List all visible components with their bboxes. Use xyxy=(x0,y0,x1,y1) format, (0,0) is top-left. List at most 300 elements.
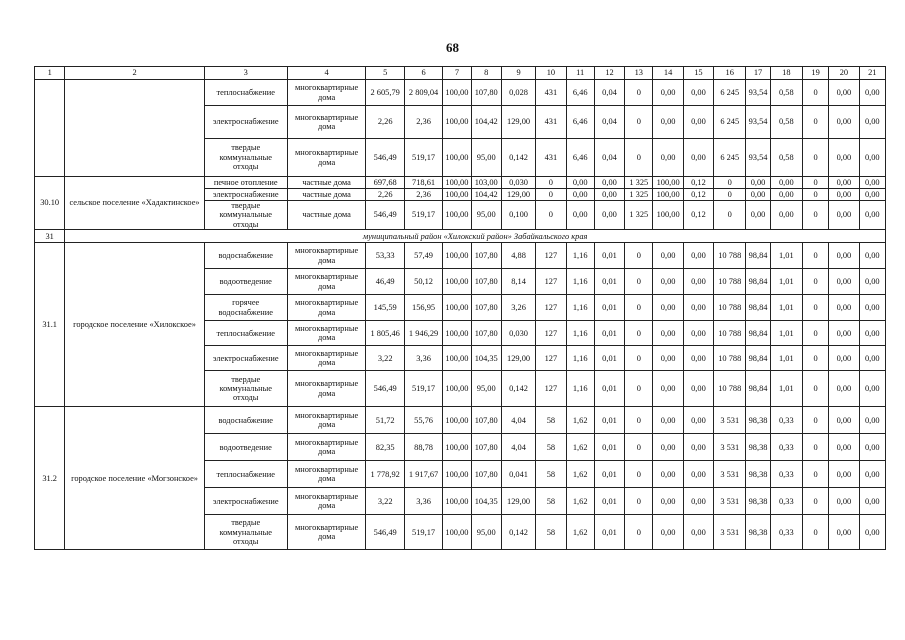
value-cell: 0,028 xyxy=(501,80,535,106)
column-header: 18 xyxy=(770,67,802,80)
settlement-name: сельское поселение «Хадактинское» xyxy=(65,177,204,230)
value-cell: 129,00 xyxy=(501,346,535,371)
value-cell: 0,00 xyxy=(683,515,713,550)
value-cell: 95,00 xyxy=(471,515,501,550)
value-cell: 0,00 xyxy=(653,139,683,177)
value-cell: 0,00 xyxy=(859,189,885,201)
value-cell: 2,26 xyxy=(366,189,404,201)
table-row xyxy=(35,80,886,106)
value-cell: 4,88 xyxy=(501,243,535,269)
value-cell: 107,80 xyxy=(471,407,501,434)
column-header: 10 xyxy=(536,67,566,80)
value-cell: 0,00 xyxy=(859,461,885,488)
column-header: 13 xyxy=(625,67,653,80)
value-cell: 98,84 xyxy=(746,321,770,346)
service-type: твердые коммунальные отходы xyxy=(204,201,287,230)
value-cell: 0,00 xyxy=(566,177,594,189)
value-cell: 0,00 xyxy=(653,461,683,488)
table-row xyxy=(35,177,886,189)
value-cell: 0 xyxy=(625,515,653,550)
value-cell: 82,35 xyxy=(366,434,404,461)
value-cell: 0,00 xyxy=(683,434,713,461)
value-cell: 0 xyxy=(536,177,566,189)
value-cell: 0,00 xyxy=(829,321,859,346)
service-type: электроснабжение xyxy=(204,488,287,515)
value-cell: 100,00 xyxy=(653,177,683,189)
municipality-title: муниципальный район «Хилокский район» Забайкальского края xyxy=(65,230,886,243)
value-cell: 0,00 xyxy=(653,295,683,321)
value-cell: 107,80 xyxy=(471,461,501,488)
value-cell: 546,49 xyxy=(366,371,404,407)
value-cell: 0,01 xyxy=(594,371,624,407)
value-cell: 2,36 xyxy=(404,106,442,139)
value-cell: 0,00 xyxy=(653,407,683,434)
row-id: 30.10 xyxy=(35,177,65,230)
value-cell: 1 778,92 xyxy=(366,461,404,488)
value-cell: 0,00 xyxy=(653,371,683,407)
service-type: электроснабжение xyxy=(204,346,287,371)
column-header: 4 xyxy=(287,67,366,80)
value-cell: 0 xyxy=(625,295,653,321)
value-cell: 0 xyxy=(802,321,828,346)
value-cell: 0,01 xyxy=(594,269,624,295)
value-cell: 0 xyxy=(625,434,653,461)
value-cell: 100,00 xyxy=(443,106,471,139)
municipality-row xyxy=(35,230,886,243)
column-header: 3 xyxy=(204,67,287,80)
value-cell: 0,00 xyxy=(683,321,713,346)
row-id: 31.1 xyxy=(35,243,65,407)
housing-type: многоквартирные дома xyxy=(287,407,366,434)
value-cell: 0 xyxy=(714,201,746,230)
value-cell: 129,00 xyxy=(501,488,535,515)
value-cell: 100,00 xyxy=(443,515,471,550)
value-cell: 4,04 xyxy=(501,407,535,434)
value-cell: 98,84 xyxy=(746,243,770,269)
value-cell: 0,01 xyxy=(594,488,624,515)
value-cell: 50,12 xyxy=(404,269,442,295)
value-cell: 1 325 xyxy=(625,201,653,230)
value-cell: 0,33 xyxy=(770,461,802,488)
value-cell: 100,00 xyxy=(443,461,471,488)
value-cell: 546,49 xyxy=(366,139,404,177)
value-cell: 0,00 xyxy=(683,346,713,371)
value-cell: 0,041 xyxy=(501,461,535,488)
value-cell: 0,12 xyxy=(683,177,713,189)
value-cell: 0 xyxy=(802,461,828,488)
housing-type: многоквартирные дома xyxy=(287,371,366,407)
value-cell: 0 xyxy=(802,295,828,321)
settlement-name: городское поселение «Хилокское» xyxy=(65,243,204,407)
service-type: водоотведение xyxy=(204,434,287,461)
value-cell: 1 325 xyxy=(625,189,653,201)
value-cell: 0 xyxy=(802,371,828,407)
value-cell: 519,17 xyxy=(404,371,442,407)
housing-type: многоквартирные дома xyxy=(287,80,366,106)
value-cell: 0,00 xyxy=(859,346,885,371)
value-cell: 100,00 xyxy=(443,243,471,269)
value-cell: 100,00 xyxy=(443,488,471,515)
value-cell: 0,00 xyxy=(653,106,683,139)
value-cell: 0,00 xyxy=(829,177,859,189)
value-cell: 10 788 xyxy=(714,346,746,371)
value-cell: 0 xyxy=(802,189,828,201)
housing-type: многоквартирные дома xyxy=(287,346,366,371)
value-cell: 0 xyxy=(802,269,828,295)
housing-type: частные дома xyxy=(287,189,366,201)
municipality-id: 31 xyxy=(35,230,65,243)
value-cell: 0,00 xyxy=(653,269,683,295)
value-cell: 0,142 xyxy=(501,139,535,177)
value-cell: 431 xyxy=(536,106,566,139)
value-cell: 0,00 xyxy=(829,371,859,407)
value-cell: 0,00 xyxy=(566,189,594,201)
housing-type: многоквартирные дома xyxy=(287,269,366,295)
value-cell: 3,36 xyxy=(404,488,442,515)
value-cell: 1,16 xyxy=(566,269,594,295)
service-type: теплоснабжение xyxy=(204,80,287,106)
value-cell: 100,00 xyxy=(443,201,471,230)
value-cell: 0,00 xyxy=(829,434,859,461)
value-cell: 0,33 xyxy=(770,515,802,550)
value-cell: 0,00 xyxy=(683,243,713,269)
value-cell: 0 xyxy=(625,269,653,295)
value-cell: 0,12 xyxy=(683,201,713,230)
value-cell: 0,04 xyxy=(594,106,624,139)
value-cell: 2 809,04 xyxy=(404,80,442,106)
value-cell: 0,00 xyxy=(770,177,802,189)
value-cell: 0,00 xyxy=(683,139,713,177)
column-header: 8 xyxy=(471,67,501,80)
value-cell: 0,00 xyxy=(683,371,713,407)
housing-type: частные дома xyxy=(287,177,366,189)
value-cell: 1,62 xyxy=(566,488,594,515)
housing-type: многоквартирные дома xyxy=(287,434,366,461)
value-cell: 0,01 xyxy=(594,321,624,346)
value-cell: 0,100 xyxy=(501,201,535,230)
value-cell: 0,00 xyxy=(829,461,859,488)
column-header: 5 xyxy=(366,67,404,80)
value-cell: 1 917,67 xyxy=(404,461,442,488)
value-cell: 2,36 xyxy=(404,189,442,201)
value-cell: 0 xyxy=(802,515,828,550)
value-cell: 1,16 xyxy=(566,371,594,407)
value-cell: 127 xyxy=(536,321,566,346)
value-cell: 0 xyxy=(625,488,653,515)
value-cell: 104,42 xyxy=(471,189,501,201)
value-cell: 0 xyxy=(802,80,828,106)
value-cell: 98,38 xyxy=(746,461,770,488)
value-cell: 0,00 xyxy=(859,321,885,346)
housing-type: многоквартирные дома xyxy=(287,488,366,515)
value-cell: 4,04 xyxy=(501,434,535,461)
column-header: 9 xyxy=(501,67,535,80)
value-cell: 0 xyxy=(802,434,828,461)
value-cell: 0,030 xyxy=(501,321,535,346)
table-row xyxy=(35,407,886,434)
value-cell: 100,00 xyxy=(443,371,471,407)
value-cell: 0,00 xyxy=(683,80,713,106)
value-cell: 98,84 xyxy=(746,269,770,295)
value-cell: 431 xyxy=(536,139,566,177)
value-cell: 0,00 xyxy=(770,189,802,201)
value-cell: 3 531 xyxy=(714,407,746,434)
value-cell: 93,54 xyxy=(746,106,770,139)
service-type: водоснабжение xyxy=(204,243,287,269)
value-cell: 127 xyxy=(536,243,566,269)
value-cell: 129,00 xyxy=(501,189,535,201)
value-cell: 1,16 xyxy=(566,295,594,321)
value-cell: 98,84 xyxy=(746,346,770,371)
value-cell: 0,00 xyxy=(683,407,713,434)
value-cell: 0 xyxy=(625,371,653,407)
value-cell: 0,00 xyxy=(683,106,713,139)
row-id: 31.2 xyxy=(35,407,65,550)
settlement-name xyxy=(65,80,204,177)
value-cell: 546,49 xyxy=(366,201,404,230)
value-cell: 0,00 xyxy=(594,201,624,230)
value-cell: 98,84 xyxy=(746,295,770,321)
value-cell: 104,35 xyxy=(471,488,501,515)
value-cell: 3,36 xyxy=(404,346,442,371)
value-cell: 3,22 xyxy=(366,346,404,371)
value-cell: 100,00 xyxy=(443,177,471,189)
value-cell: 107,80 xyxy=(471,321,501,346)
value-cell: 107,80 xyxy=(471,243,501,269)
column-header: 11 xyxy=(566,67,594,80)
value-cell: 0 xyxy=(625,106,653,139)
value-cell: 0,00 xyxy=(653,488,683,515)
value-cell: 3 531 xyxy=(714,515,746,550)
value-cell: 129,00 xyxy=(501,106,535,139)
value-cell: 0,00 xyxy=(829,201,859,230)
value-cell: 100,00 xyxy=(443,269,471,295)
value-cell: 10 788 xyxy=(714,295,746,321)
value-cell: 100,00 xyxy=(653,201,683,230)
value-cell: 0,00 xyxy=(653,434,683,461)
value-cell: 6,46 xyxy=(566,106,594,139)
column-header: 17 xyxy=(746,67,770,80)
value-cell: 0,00 xyxy=(859,515,885,550)
column-header: 21 xyxy=(859,67,885,80)
value-cell: 58 xyxy=(536,488,566,515)
table-row xyxy=(35,243,886,269)
value-cell: 0,12 xyxy=(683,189,713,201)
value-cell: 10 788 xyxy=(714,321,746,346)
value-cell: 519,17 xyxy=(404,139,442,177)
value-cell: 3 531 xyxy=(714,434,746,461)
housing-type: частные дома xyxy=(287,201,366,230)
housing-type: многоквартирные дома xyxy=(287,461,366,488)
value-cell: 0 xyxy=(802,177,828,189)
value-cell: 0,04 xyxy=(594,80,624,106)
value-cell: 100,00 xyxy=(443,434,471,461)
value-cell: 98,38 xyxy=(746,407,770,434)
column-header: 16 xyxy=(714,67,746,80)
value-cell: 519,17 xyxy=(404,515,442,550)
value-cell: 0,00 xyxy=(859,139,885,177)
value-cell: 3,26 xyxy=(501,295,535,321)
value-cell: 0,00 xyxy=(683,488,713,515)
column-header: 15 xyxy=(683,67,713,80)
value-cell: 0 xyxy=(536,189,566,201)
tariff-table xyxy=(34,66,886,550)
value-cell: 95,00 xyxy=(471,201,501,230)
service-type: электроснабжение xyxy=(204,189,287,201)
value-cell: 1,62 xyxy=(566,461,594,488)
value-cell: 0,00 xyxy=(653,346,683,371)
value-cell: 0,00 xyxy=(829,515,859,550)
value-cell: 2 605,79 xyxy=(366,80,404,106)
value-cell: 6,46 xyxy=(566,80,594,106)
value-cell: 1 325 xyxy=(625,177,653,189)
housing-type: многоквартирные дома xyxy=(287,106,366,139)
service-type: водоснабжение xyxy=(204,407,287,434)
value-cell: 0,00 xyxy=(653,243,683,269)
column-header: 12 xyxy=(594,67,624,80)
value-cell: 0,01 xyxy=(594,243,624,269)
value-cell: 0,00 xyxy=(859,488,885,515)
value-cell: 10 788 xyxy=(714,243,746,269)
value-cell: 0,58 xyxy=(770,80,802,106)
value-cell: 100,00 xyxy=(443,189,471,201)
value-cell: 3 531 xyxy=(714,488,746,515)
service-type: теплоснабжение xyxy=(204,321,287,346)
value-cell: 98,38 xyxy=(746,515,770,550)
value-cell: 93,54 xyxy=(746,80,770,106)
service-type: твердые коммунальные отходы xyxy=(204,139,287,177)
value-cell: 107,80 xyxy=(471,295,501,321)
value-cell: 100,00 xyxy=(443,139,471,177)
service-type: теплоснабжение xyxy=(204,461,287,488)
value-cell: 0,00 xyxy=(683,295,713,321)
column-header: 14 xyxy=(653,67,683,80)
value-cell: 0,00 xyxy=(859,106,885,139)
value-cell: 546,49 xyxy=(366,515,404,550)
value-cell: 100,00 xyxy=(443,80,471,106)
value-cell: 127 xyxy=(536,346,566,371)
value-cell: 104,42 xyxy=(471,106,501,139)
value-cell: 0,01 xyxy=(594,461,624,488)
value-cell: 0,00 xyxy=(859,371,885,407)
value-cell: 100,00 xyxy=(443,407,471,434)
value-cell: 0,00 xyxy=(829,488,859,515)
service-type: твердые коммунальные отходы xyxy=(204,371,287,407)
value-cell: 0,04 xyxy=(594,139,624,177)
value-cell: 1,62 xyxy=(566,407,594,434)
value-cell: 3 531 xyxy=(714,461,746,488)
value-cell: 697,68 xyxy=(366,177,404,189)
column-header-row xyxy=(35,67,886,80)
value-cell: 1,01 xyxy=(770,243,802,269)
value-cell: 127 xyxy=(536,295,566,321)
value-cell: 0,030 xyxy=(501,177,535,189)
value-cell: 0 xyxy=(802,488,828,515)
value-cell: 0,01 xyxy=(594,295,624,321)
value-cell: 53,33 xyxy=(366,243,404,269)
value-cell: 104,35 xyxy=(471,346,501,371)
value-cell: 1,01 xyxy=(770,295,802,321)
value-cell: 0,00 xyxy=(566,201,594,230)
value-cell: 6 245 xyxy=(714,106,746,139)
service-type: твердые коммунальные отходы xyxy=(204,515,287,550)
value-cell: 1,62 xyxy=(566,515,594,550)
value-cell: 0 xyxy=(802,106,828,139)
value-cell: 2,26 xyxy=(366,106,404,139)
value-cell: 0 xyxy=(802,201,828,230)
value-cell: 0,00 xyxy=(859,269,885,295)
service-type: горячее водоснабжение xyxy=(204,295,287,321)
value-cell: 6,46 xyxy=(566,139,594,177)
value-cell: 0,33 xyxy=(770,488,802,515)
value-cell: 0,00 xyxy=(859,407,885,434)
value-cell: 51,72 xyxy=(366,407,404,434)
value-cell: 0,58 xyxy=(770,106,802,139)
service-type: водоотведение xyxy=(204,269,287,295)
value-cell: 0 xyxy=(714,177,746,189)
value-cell: 100,00 xyxy=(443,321,471,346)
value-cell: 0,00 xyxy=(859,177,885,189)
value-cell: 0,142 xyxy=(501,515,535,550)
value-cell: 0 xyxy=(802,139,828,177)
value-cell: 1,01 xyxy=(770,269,802,295)
value-cell: 1,16 xyxy=(566,321,594,346)
value-cell: 98,84 xyxy=(746,371,770,407)
value-cell: 100,00 xyxy=(443,295,471,321)
value-cell: 0,01 xyxy=(594,407,624,434)
value-cell: 0,00 xyxy=(829,407,859,434)
value-cell: 0,33 xyxy=(770,407,802,434)
column-header: 19 xyxy=(802,67,828,80)
value-cell: 107,80 xyxy=(471,434,501,461)
housing-type: многоквартирные дома xyxy=(287,321,366,346)
value-cell: 0,00 xyxy=(859,201,885,230)
service-type: электроснабжение xyxy=(204,106,287,139)
value-cell: 57,49 xyxy=(404,243,442,269)
value-cell: 0,00 xyxy=(829,80,859,106)
value-cell: 0 xyxy=(802,407,828,434)
value-cell: 519,17 xyxy=(404,201,442,230)
value-cell: 431 xyxy=(536,80,566,106)
value-cell: 0,00 xyxy=(594,177,624,189)
column-header: 7 xyxy=(443,67,471,80)
housing-type: многоквартирные дома xyxy=(287,139,366,177)
value-cell: 1,16 xyxy=(566,346,594,371)
housing-type: многоквартирные дома xyxy=(287,295,366,321)
value-cell: 0,58 xyxy=(770,139,802,177)
column-header: 2 xyxy=(65,67,204,80)
value-cell: 107,80 xyxy=(471,269,501,295)
value-cell: 1,01 xyxy=(770,371,802,407)
settlement-name: городское поселение «Могзонское» xyxy=(65,407,204,550)
value-cell: 6 245 xyxy=(714,80,746,106)
value-cell: 0 xyxy=(625,321,653,346)
value-cell: 1,62 xyxy=(566,434,594,461)
value-cell: 3,22 xyxy=(366,488,404,515)
value-cell: 0,00 xyxy=(829,346,859,371)
value-cell: 0 xyxy=(625,461,653,488)
value-cell: 107,80 xyxy=(471,80,501,106)
page-number: 68 xyxy=(446,40,459,55)
value-cell: 58 xyxy=(536,515,566,550)
value-cell: 6 245 xyxy=(714,139,746,177)
row-id xyxy=(35,80,65,177)
value-cell: 0,00 xyxy=(770,201,802,230)
value-cell: 127 xyxy=(536,371,566,407)
value-cell: 0,00 xyxy=(594,189,624,201)
value-cell: 1 946,29 xyxy=(404,321,442,346)
value-cell: 93,54 xyxy=(746,139,770,177)
